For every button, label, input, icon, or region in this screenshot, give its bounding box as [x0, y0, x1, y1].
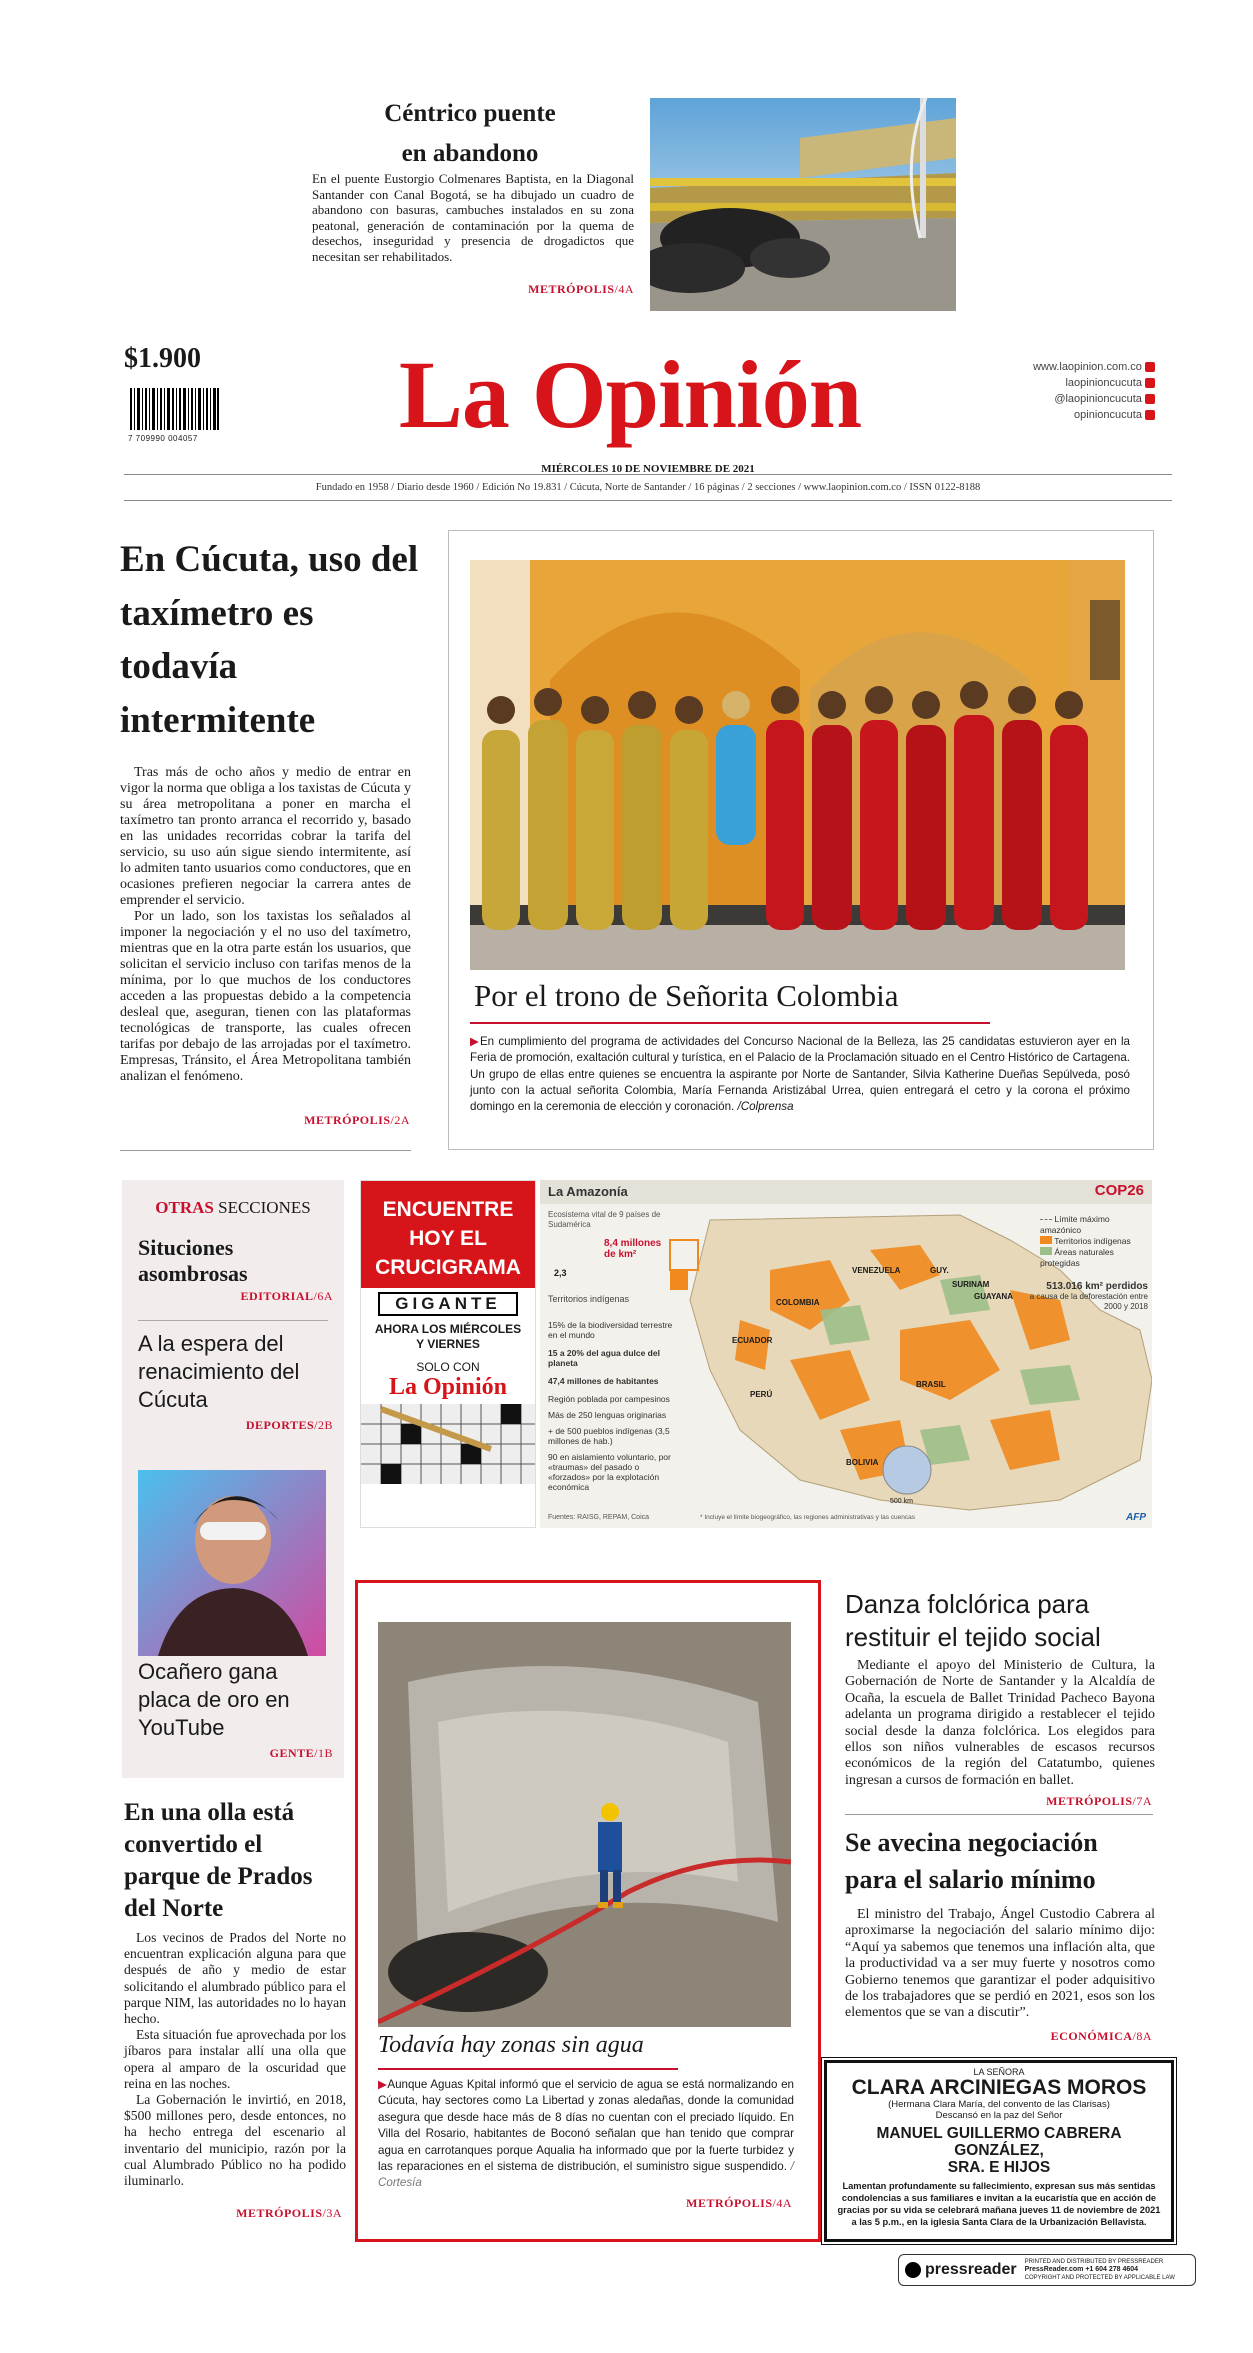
water-pipe-photo-image — [378, 1622, 791, 2027]
danza-page: /7A — [1132, 1794, 1152, 1808]
olla-body — [124, 1930, 346, 2189]
danza-body: Mediante el apoyo del Ministerio de Cultura, la Gobernación de Norte de Santander y la Alcaldía de Ocaña, la escuela de Ballet Trinidad Pacheco Bayona adelanta un programa dirigido a restablecer el tejido social desde la danza folclórica. Los elegidos para ellos son niños vulnerables de escasos recursos económicos de la región del Catatumbo, quienes ingresan a cursos de formación en ballet. — [845, 1658, 1155, 1788]
lead-body — [120, 765, 411, 1085]
teaser-body: En el puente Eustorgio Colmenares Baptista, en la Diagonal Santander con Canal Bogotá, se ha dibujado un cuadro de abandono con basuras, cambuches instalados en su zona peatonal, generación de contaminación por la quema de desechos, inseguridad y presencia de drogadictos que necesitan ser rehabilitados. — [312, 171, 634, 264]
feature-caption: ▶En cumplimiento del programa de actividades del Concurso Nacional de la Belleza, las 25 candidatas estuvieron ayer en la Feria de promoción, exaltación cultural y turística, en el Palacio de la Proclamación situado en el Centro Histórico de Cartagena. Un grupo de ellas entre quienes se encuentra la aspirante por Norte de Santander, Silvia Katherine Dueñas Sepúlveda, posó junto con la actual señorita Colombia, María Fernanda Aristizábal Urrea, quien entregará el cetro y la corona el próximo domingo en la ceremonia de elección y coronación. /Colprensa — [470, 1035, 1131, 1114]
otras-title: OTRAS SECCIONES — [155, 1198, 311, 1217]
crucigrama-ad[interactable] — [360, 1180, 536, 1528]
facebook-icon — [1145, 378, 1155, 388]
salario-headline[interactable]: Se avecina negociación para el salario mínimo — [845, 1828, 1098, 1894]
pageant-photo-image — [470, 560, 1125, 970]
edition-date: MIÉRCOLES 10 DE NOVIEMBRE DE 2021 — [541, 463, 755, 475]
legend-indigenous: Territorios indígenas — [1040, 1236, 1150, 1247]
crucigrama-days: AHORA LOS MIÉRCOLES Y VIERNES — [374, 1322, 522, 1351]
lead-section: METRÓPOLIS — [304, 1113, 391, 1127]
obituary-sub: (Hermana Clara María, del convento de las Clarisas) — [888, 2099, 1110, 2110]
map-label-guyana: GUY. — [930, 1266, 949, 1275]
olla-paragraph-3: La Gobernación le invirtió, en 2018, $500 millones pero, desde entonces, no ha hecho entrega del escenario al inventario del municipio, razón por la cual Alumbrado Público no ha podido iluminarlo. — [124, 2092, 346, 2189]
map-label-suriname: SURINAM — [952, 1280, 990, 1289]
obituary-family1: MANUEL GUILLERMO CABRERA GONZÁLEZ, — [876, 2125, 1122, 2159]
amazonia-infographic[interactable] — [540, 1180, 1152, 1528]
social-web[interactable]: www.laopinion.com.co — [990, 359, 1155, 375]
social-links — [990, 359, 1155, 423]
teaser-title[interactable] — [300, 94, 640, 174]
barcode-number: 7 709990 004057 — [128, 434, 198, 443]
obituary-name: CLARA ARCINIEGAS MOROS — [851, 2076, 1147, 2099]
water-bullet-icon: ▶ — [378, 2078, 388, 2091]
map-label-peru: PERÚ — [750, 1390, 773, 1399]
otras-item-deportes[interactable] — [138, 1330, 333, 1433]
water-section-link[interactable] — [650, 2196, 792, 2211]
map-badge: COP26 — [1094, 1182, 1144, 1199]
danza-section: METRÓPOLIS — [1046, 1794, 1133, 1808]
obituary-pre: LA SEÑORA — [973, 2067, 1025, 2077]
danza-headline[interactable]: Danza folclórica para restituir el tejido social — [845, 1589, 1101, 1652]
social-instagram[interactable]: opinioncucuta — [990, 407, 1155, 423]
lead-paragraph-1: Tras más de ocho años y medio de entrar en vigor la norma que obliga a los taxistas de Cúcuta y su área metropolitana a poner en marcha el taxímetro tan pronto arranca el recorrido y, basado en las unidades recorridas cobrar la tarifa del servicio, su uso aún sigue siendo intermitente, así lo admiten tanto usuarios como conductores, que en ocasiones prefieren negociar la carrera antes de emprender el servicio. — [120, 765, 411, 908]
water-headline[interactable]: Todavía hay zonas sin agua — [378, 2032, 644, 2058]
map-label-bolivia: BOLIVIA — [846, 1458, 879, 1467]
obituary-text: Lamentan profundamente su fallecimiento, expresan sus más sentidas condolencias a sus familiares e invitan a la eucaristía que en acción de gracias por su vida se celebrará mañana jueves 11 de noviembre de 2021 a las 5 p.m., en la iglesia Santa Clara de la Urbanización Bellavista. — [837, 2181, 1161, 2227]
map-label-ecuador: ECUADOR — [732, 1336, 773, 1345]
pressreader-text: PRINTED AND DISTRIBUTED BY PRESSREADER PressReader.com +1 604 278 4604 COPYRIGHT AND PROTECTED BY APPLICABLE LAW — [1024, 2259, 1175, 2281]
lead-section-link[interactable] — [250, 1113, 410, 1128]
map-stats: 15% de la biodiversidad terrestre en el mundo 15 a 20% del agua dulce del planeta 47,4 millones de habitantes Región poblada por campesinos Más de 250 lenguas originarias + de 500 pueblos indígenas (3,5 millones de hab.) 90 en aislamiento voluntario, por «traumas» del pasado o «forzados» por la explotación económica — [548, 1320, 673, 1492]
otras-item-title: Ocañero gana placa de oro en YouTube — [138, 1659, 290, 1740]
feature-headline-rule — [470, 1022, 990, 1024]
map-territories: Territorios indígenas — [548, 1294, 630, 1304]
water-photo[interactable] — [378, 1622, 791, 2027]
obituary-family2: SRA. E HIJOS — [947, 2159, 1051, 2176]
water-section: METRÓPOLIS — [686, 2196, 773, 2210]
map-label-venezuela: VENEZUELA — [852, 1266, 901, 1275]
otras-item-title: A la espera del renacimiento del Cúcuta — [138, 1331, 300, 1412]
singer-photo-image — [138, 1470, 326, 1656]
olla-section-link[interactable] — [200, 2206, 342, 2221]
crucigrama-gigante: GIGANTE — [378, 1292, 518, 1316]
lead-paragraph-2: Por un lado, son los taxistas los señalados al imponer la negociación y el no uso del taxímetro, mientras que en la otra parte están los usuarios, que solicitan el servicio incluso con tarifas menos de la mínima, por lo que muchos de los conductores acceden a las propuestas debido a la competencia desleal que, aseguran, tienen con las plataformas tecnológicas de transporte, las cuales ofrecen tarifas por debajo de las arrojadas por el taxímetro. Empresas, Tránsito, el Área Metropolitana también analizan el fenómeno. — [120, 909, 411, 1084]
danza-section-link[interactable] — [1000, 1794, 1152, 1809]
otras-item-tag: GENTE/1B — [269, 1746, 333, 1760]
edition-info: Fundado en 1958 / Diario desde 1960 / Edición No 19.831 / Cúcuta, Norte de Santander / 16 páginas / 2 secciones / www.laopinion.com.co / ISSN 0122-8188 — [315, 482, 981, 493]
social-facebook[interactable]: laopinioncucuta — [990, 375, 1155, 391]
caption-bullet-icon: ▶ — [470, 1035, 480, 1048]
map-legend — [1040, 1214, 1150, 1269]
crucigrama-logo: La Opinión — [388, 1374, 508, 1400]
map-eco-label: Ecosistema vital de 9 países de Sudamérica — [548, 1210, 661, 1229]
otras-divider — [138, 1320, 328, 1321]
instagram-icon — [1145, 410, 1155, 420]
map-title: La Amazonía — [548, 1184, 628, 1199]
teaser-section-link[interactable] — [500, 282, 634, 297]
water-body: ▶Aunque Aguas Kpital informó que el servicio de agua se está normalizando en Cúcuta, hay sectores como La Libertad y zonas aledañas, donde la comunidad asegura que desde hace más de 8 días no cuentan con el preciado líquido. En Villa del Rosario, habitantes de Boconó señalan que han tenido que comprar agua en carrotanques porque Aqualia ha informado que por la fuerte turbidez y las reparaciones en el sistema de distribución, el suministro sigue suspendido. / Cortesía — [378, 2078, 794, 2190]
map-scale: 500 km — [890, 1498, 913, 1505]
water-headline-rule — [378, 2068, 678, 2070]
otras-item-gente[interactable] — [138, 1658, 333, 1761]
crucigrama-banner: ENCUENTRE HOY EL CRUCIGRAMA — [361, 1181, 535, 1288]
map-stat-big: 8,4 millones de km² — [604, 1238, 662, 1260]
map-label-brasil: BRASIL — [916, 1380, 946, 1389]
olla-page: /3A — [322, 2206, 342, 2220]
twitter-icon — [1145, 394, 1155, 404]
salario-section: ECONÓMICA — [1050, 2029, 1133, 2043]
legend-limit: Límite máximo amazónico — [1040, 1214, 1110, 1235]
legend-protected: Áreas naturales protegidas — [1040, 1247, 1114, 1268]
map-source: Fuentes: RAISG, REPAM, Coica — [548, 1514, 650, 1521]
olla-headline[interactable]: En una olla está convertido el parque de Prados del Norte — [124, 1799, 313, 1922]
map-stat-small: 2,3 — [554, 1268, 567, 1278]
pressreader-badge[interactable] — [898, 2254, 1196, 2286]
otras-photo[interactable] — [138, 1470, 326, 1656]
lead-rule — [120, 1150, 411, 1151]
feature-credit: /Colprensa — [737, 1100, 794, 1114]
crossword-grid-icon — [361, 1404, 536, 1484]
danza-rule — [845, 1814, 1153, 1815]
teaser-section: METRÓPOLIS — [528, 282, 615, 296]
otras-item-editorial[interactable] — [138, 1235, 333, 1304]
social-twitter[interactable]: @laopinioncucuta — [990, 391, 1155, 407]
otras-item-tag: EDITORIAL/6A — [240, 1289, 333, 1303]
feature-photo[interactable] — [470, 560, 1125, 970]
otras-item-tag: DEPORTES/2B — [245, 1418, 333, 1432]
teaser-title-line1: Céntrico puente — [384, 100, 556, 127]
teaser-page: /4A — [614, 282, 634, 296]
teaser-title-line2: en abandono — [401, 140, 539, 167]
barcode-icon — [128, 388, 220, 430]
map-label-colombia: COLOMBIA — [776, 1298, 820, 1307]
map-note: * Incluye el límite biogeográfico, las regiones administrativas y las cuencas — [700, 1514, 915, 1521]
olla-paragraph-2: Esta situación fue aprovechada por los jíbaros para instalar allí una olla que opera al amparo de la oscuridad que reina en las noches. — [124, 2027, 346, 2091]
map-deforestation: 513.016 km² perdidos a causa de la deforestación entre 2000 y 2018 — [1029, 1281, 1148, 1311]
pressreader-brand: pressreader — [925, 2261, 1017, 2278]
map-label-guiana: GUAYANA — [974, 1292, 1013, 1301]
feature-headline[interactable]: Por el trono de Señorita Colombia — [474, 978, 899, 1013]
lead-page: /2A — [390, 1113, 410, 1127]
obituary-notice — [824, 2060, 1174, 2242]
otras-item-title: Situciones asombrosas — [138, 1235, 248, 1286]
barcode — [128, 388, 220, 443]
map-agency: AFP — [1126, 1512, 1146, 1523]
water-page: /4A — [772, 2196, 792, 2210]
web-icon — [1145, 362, 1155, 372]
masthead-rule-bottom — [124, 500, 1172, 501]
obituary-rest: Descansó en la paz del Señor — [935, 2110, 1063, 2121]
pressreader-logo-icon — [905, 2262, 921, 2278]
olla-paragraph-1: Los vecinos de Prados del Norte no encuentran explicación alguna para que después de año y medio de estar solicitando el alumbrado público para el parque NIM, las autoridades no lo hayan hecho. — [124, 1930, 346, 2027]
salario-page: /8A — [1132, 2029, 1152, 2043]
lead-headline[interactable]: En Cúcuta, uso del taxímetro es todavía intermitente — [120, 539, 419, 741]
salario-section-link[interactable] — [1000, 2029, 1152, 2044]
bridge-photo-image — [650, 98, 956, 311]
teaser-photo[interactable] — [650, 98, 956, 311]
salario-body: El ministro del Trabajo, Ángel Custodio Cabrera al aproximarse la negociación del salario mínimo dijo: “Aquí ya sabemos que tenemos una inflación alta, que la productividad va a ser muy fuerte y nosotros como Gobierno tenemos que garantizar el poder adquisitivo de los trabajadores que se perdió en 2021, esos son los elementos que se van a discutir”. — [845, 1907, 1155, 2021]
crucigrama-solo: SOLO CON — [416, 1360, 480, 1374]
olla-section: METRÓPOLIS — [236, 2206, 323, 2220]
logo[interactable]: La Opinión — [398, 341, 862, 448]
water-credit: / Cortesía — [378, 2160, 794, 2190]
price: $1.900 — [124, 343, 201, 374]
